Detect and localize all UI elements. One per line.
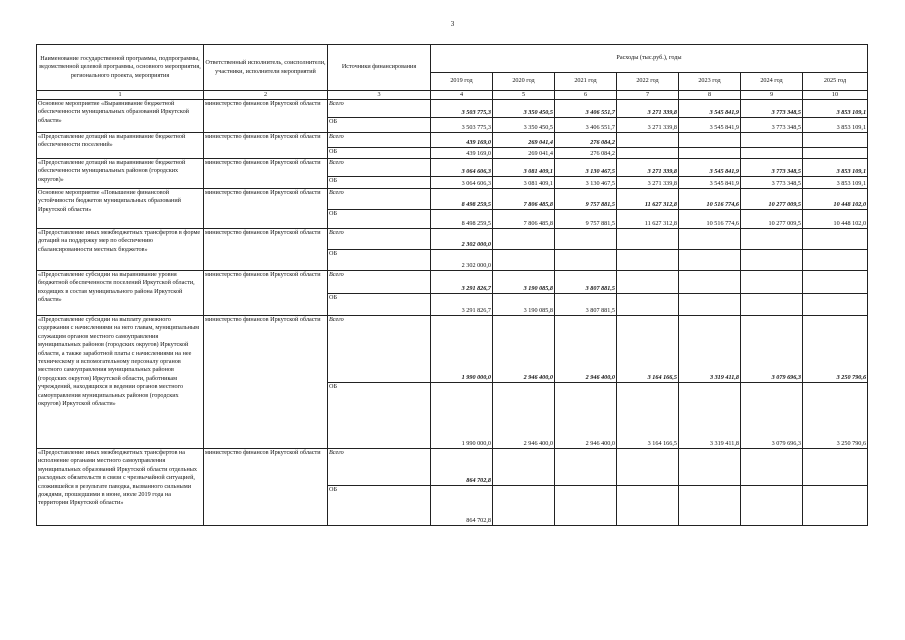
responsible-executor: министерство финансов Иркутской области	[204, 189, 328, 229]
source-ob-label: ОБ	[328, 148, 431, 159]
ob-value-2021	[555, 486, 617, 526]
table-row-total	[37, 100, 868, 118]
table-row-total	[37, 229, 868, 250]
ob-value-2022	[617, 486, 679, 526]
column-number: 8	[679, 91, 741, 100]
column-number: 3	[328, 91, 431, 100]
ob-value-2023: 3 545 841,9	[679, 118, 741, 133]
total-value-2024	[741, 449, 803, 486]
header-year-2025: 2025 год	[803, 73, 868, 91]
ob-value-2022	[617, 250, 679, 271]
ob-value-2022: 3 271 339,8	[617, 118, 679, 133]
table-row-total	[37, 271, 868, 294]
total-value-2021: 3 130 467,5	[555, 159, 617, 177]
source-total-label: Всего	[328, 133, 431, 148]
total-value-2023: 3 545 841,9	[679, 159, 741, 177]
activity-name: «Предоставление иных межбюджетных трансфертов на исполнение органами местного самоуправления муниципальных образований Иркутской области отдельных расходных обязательств в связи с чрезвычайной ситуацией, сложившейся в результате паводка, вызванного сильными дождями, прошедшими в июне, июле 2019 года на территории Иркутской области»	[37, 449, 204, 526]
column-number: 7	[617, 91, 679, 100]
responsible-executor: министерство финансов Иркутской области	[204, 159, 328, 189]
activity-name: Основное мероприятие «Повышение финансовой устойчивости бюджетов муниципальных образований Иркутской области»	[37, 189, 204, 229]
ob-value-2020	[493, 486, 555, 526]
ob-value-2019: 3 064 606,3	[431, 177, 493, 189]
total-value-2025	[803, 271, 868, 294]
total-value-2025: 3 250 790,6	[803, 316, 868, 383]
total-value-2022: 3 271 339,8	[617, 100, 679, 118]
source-ob-label: ОБ	[328, 294, 431, 316]
ob-value-2024	[741, 250, 803, 271]
responsible-executor: министерство финансов Иркутской области	[204, 100, 328, 133]
ob-value-2024: 10 277 009,5	[741, 210, 803, 229]
ob-value-2019: 3 291 826,7	[431, 294, 493, 316]
ob-value-2019: 439 169,0	[431, 148, 493, 159]
header-year-2020: 2020 год	[493, 73, 555, 91]
ob-value-2025	[803, 486, 868, 526]
source-ob-label: ОБ	[328, 383, 431, 449]
total-value-2024	[741, 271, 803, 294]
total-value-2021	[555, 449, 617, 486]
source-total-label: Всего	[328, 159, 431, 177]
source-total-label: Всего	[328, 271, 431, 294]
total-value-2024	[741, 229, 803, 250]
total-value-2024: 3 079 696,3	[741, 316, 803, 383]
total-value-2023: 10 516 774,6	[679, 189, 741, 210]
source-ob-label: ОБ	[328, 177, 431, 189]
total-value-2024: 10 277 009,5	[741, 189, 803, 210]
ob-value-2019: 1 990 000,0	[431, 383, 493, 449]
ob-value-2022: 3 271 339,8	[617, 177, 679, 189]
ob-value-2021: 2 946 400,0	[555, 383, 617, 449]
header-year-2021: 2021 год	[555, 73, 617, 91]
total-value-2020: 3 350 450,5	[493, 100, 555, 118]
ob-value-2023	[679, 148, 741, 159]
column-number: 1	[37, 91, 204, 100]
activity-name: Основное мероприятие «Выравнивание бюджетной обеспеченности муниципальных образований Иркутской области»	[37, 100, 204, 133]
ob-value-2021: 3 807 881,5	[555, 294, 617, 316]
ob-value-2024	[741, 294, 803, 316]
total-value-2019: 2 302 000,0	[431, 229, 493, 250]
ob-value-2025	[803, 294, 868, 316]
ob-value-2024	[741, 148, 803, 159]
total-value-2021: 9 757 881,5	[555, 189, 617, 210]
total-value-2020: 3 190 085,8	[493, 271, 555, 294]
total-value-2023	[679, 229, 741, 250]
column-number: 4	[431, 91, 493, 100]
total-value-2020	[493, 449, 555, 486]
ob-value-2022	[617, 294, 679, 316]
activity-name: «Предоставление дотаций на выравнивание бюджетной обеспеченности муниципальных районов (городских округов)»	[37, 159, 204, 189]
ob-value-2025: 3 853 109,1	[803, 118, 868, 133]
header-year-2022: 2022 год	[617, 73, 679, 91]
ob-value-2023	[679, 250, 741, 271]
header-year-2019: 2019 год	[431, 73, 493, 91]
total-value-2023	[679, 449, 741, 486]
ob-value-2022: 11 627 312,8	[617, 210, 679, 229]
column-number: 10	[803, 91, 868, 100]
source-ob-label: ОБ	[328, 486, 431, 526]
ob-value-2025	[803, 250, 868, 271]
page-number: 3	[450, 20, 455, 28]
source-ob-label: ОБ	[328, 250, 431, 271]
ob-value-2021: 3 130 467,5	[555, 177, 617, 189]
source-total-label: Всего	[328, 189, 431, 210]
total-value-2025: 10 448 102,0	[803, 189, 868, 210]
responsible-executor: министерство финансов Иркутской области	[204, 271, 328, 316]
column-number: 5	[493, 91, 555, 100]
header-source: Источники финансирования	[328, 45, 431, 91]
total-value-2021: 3 406 551,7	[555, 100, 617, 118]
total-value-2022	[617, 229, 679, 250]
total-value-2022	[617, 133, 679, 148]
ob-value-2021: 3 406 551,7	[555, 118, 617, 133]
activity-name: «Предоставление субсидии на выплату денежного содержания с начислениями на него главам, муниципальным служащим органов местного самоуправления муниципальных районов (городских округов) Иркутской области, а также заработной платы с начислениями на нее техническому и вспомогательному персоналу органов местного самоуправления муниципальных районов (городских округов) Иркутской области, работникам учреждений, находящихся в ведении органов местного самоуправления муниципальных районов (городских округов) Иркутской области»	[37, 316, 204, 449]
source-total-label: Всего	[328, 229, 431, 250]
ob-value-2021	[555, 250, 617, 271]
total-value-2022: 11 627 312,8	[617, 189, 679, 210]
ob-value-2021: 9 757 881,5	[555, 210, 617, 229]
responsible-executor: министерство финансов Иркутской области	[204, 449, 328, 526]
total-value-2019: 3 503 775,3	[431, 100, 493, 118]
header-expenses: Расходы (тыс.руб.), годы	[431, 45, 868, 73]
ob-value-2020: 2 946 400,0	[493, 383, 555, 449]
ob-value-2020: 269 041,4	[493, 148, 555, 159]
total-value-2025	[803, 133, 868, 148]
header-name: Наименование государственной программы, подпрограммы, ведомственной целевой программы, основного мероприятия, регионального проекта, мероприятия	[37, 45, 204, 91]
ob-value-2023: 3 319 411,8	[679, 383, 741, 449]
total-value-2021: 2 946 400,0	[555, 316, 617, 383]
total-value-2023	[679, 271, 741, 294]
total-value-2021: 276 084,2	[555, 133, 617, 148]
source-total-label: Всего	[328, 449, 431, 486]
table-row-total	[37, 133, 868, 148]
total-value-2025: 3 853 109,1	[803, 100, 868, 118]
ob-value-2020: 7 806 485,8	[493, 210, 555, 229]
table-row-total	[37, 316, 868, 383]
ob-value-2024: 3 773 348,5	[741, 118, 803, 133]
total-value-2024: 3 773 348,5	[741, 100, 803, 118]
total-value-2023	[679, 133, 741, 148]
total-value-2019: 3 064 606,3	[431, 159, 493, 177]
responsible-executor: министерство финансов Иркутской области	[204, 316, 328, 449]
source-total-label: Всего	[328, 316, 431, 383]
total-value-2024	[741, 133, 803, 148]
total-value-2025	[803, 449, 868, 486]
total-value-2025	[803, 229, 868, 250]
total-value-2022	[617, 449, 679, 486]
ob-value-2025: 3 250 790,6	[803, 383, 868, 449]
column-numbers-row	[37, 91, 868, 100]
ob-value-2021: 276 084,2	[555, 148, 617, 159]
total-value-2022	[617, 271, 679, 294]
table-body	[37, 100, 868, 526]
table-row-total	[37, 449, 868, 486]
ob-value-2024: 3 079 696,3	[741, 383, 803, 449]
header-year-2024: 2024 год	[741, 73, 803, 91]
total-value-2023: 3 319 411,8	[679, 316, 741, 383]
total-value-2021	[555, 229, 617, 250]
ob-value-2022	[617, 148, 679, 159]
ob-value-2020: 3 190 085,8	[493, 294, 555, 316]
total-value-2022: 3 164 166,5	[617, 316, 679, 383]
total-value-2020: 7 806 485,8	[493, 189, 555, 210]
ob-value-2019: 2 302 000,0	[431, 250, 493, 271]
ob-value-2019: 8 498 259,5	[431, 210, 493, 229]
source-total-label: Всего	[328, 100, 431, 118]
activity-name: «Предоставление субсидии на выравнивание уровня бюджетной обеспеченности поселений Иркутской области, входящих в состав муниципального района Иркутской области»	[37, 271, 204, 316]
budget-table	[36, 44, 868, 526]
source-ob-label: ОБ	[328, 210, 431, 229]
total-value-2023: 3 545 841,9	[679, 100, 741, 118]
ob-value-2023: 10 516 774,6	[679, 210, 741, 229]
ob-value-2023: 3 545 841,9	[679, 177, 741, 189]
source-ob-label: ОБ	[328, 118, 431, 133]
total-value-2020: 269 041,4	[493, 133, 555, 148]
ob-value-2020: 3 350 450,5	[493, 118, 555, 133]
ob-value-2023	[679, 486, 741, 526]
ob-value-2025: 10 448 102,0	[803, 210, 868, 229]
ob-value-2024	[741, 486, 803, 526]
ob-value-2024: 3 773 348,5	[741, 177, 803, 189]
activity-name: «Предоставление иных межбюджетных трансфертов в форме дотаций на поддержку мер по обеспечению сбалансированности местных бюджетов»	[37, 229, 204, 271]
total-value-2019: 1 990 000,0	[431, 316, 493, 383]
ob-value-2019: 864 702,8	[431, 486, 493, 526]
ob-value-2025	[803, 148, 868, 159]
column-number: 9	[741, 91, 803, 100]
ob-value-2022: 3 164 166,5	[617, 383, 679, 449]
ob-value-2020	[493, 250, 555, 271]
responsible-executor: министерство финансов Иркутской области	[204, 229, 328, 271]
header-year-2023: 2023 год	[679, 73, 741, 91]
total-value-2025: 3 853 109,1	[803, 159, 868, 177]
total-value-2019: 8 498 259,5	[431, 189, 493, 210]
column-number: 2	[204, 91, 328, 100]
total-value-2019: 864 702,8	[431, 449, 493, 486]
column-number: 6	[555, 91, 617, 100]
total-value-2019: 3 291 826,7	[431, 271, 493, 294]
header-responsible: Ответственный исполнитель, соисполнители, участники, исполнители мероприятий	[204, 45, 328, 91]
total-value-2019: 439 169,0	[431, 133, 493, 148]
ob-value-2023	[679, 294, 741, 316]
ob-value-2025: 3 853 109,1	[803, 177, 868, 189]
ob-value-2020: 3 081 409,1	[493, 177, 555, 189]
table-row-total	[37, 159, 868, 177]
activity-name: «Предоставление дотаций на выравнивание бюджетной обеспеченности поселений»	[37, 133, 204, 159]
total-value-2024: 3 773 348,5	[741, 159, 803, 177]
total-value-2022: 3 271 339,8	[617, 159, 679, 177]
responsible-executor: министерство финансов Иркутской области	[204, 133, 328, 159]
total-value-2020	[493, 229, 555, 250]
total-value-2020: 3 081 409,1	[493, 159, 555, 177]
total-value-2021: 3 807 881,5	[555, 271, 617, 294]
ob-value-2019: 3 503 775,3	[431, 118, 493, 133]
total-value-2020: 2 946 400,0	[493, 316, 555, 383]
table-row-total	[37, 189, 868, 210]
